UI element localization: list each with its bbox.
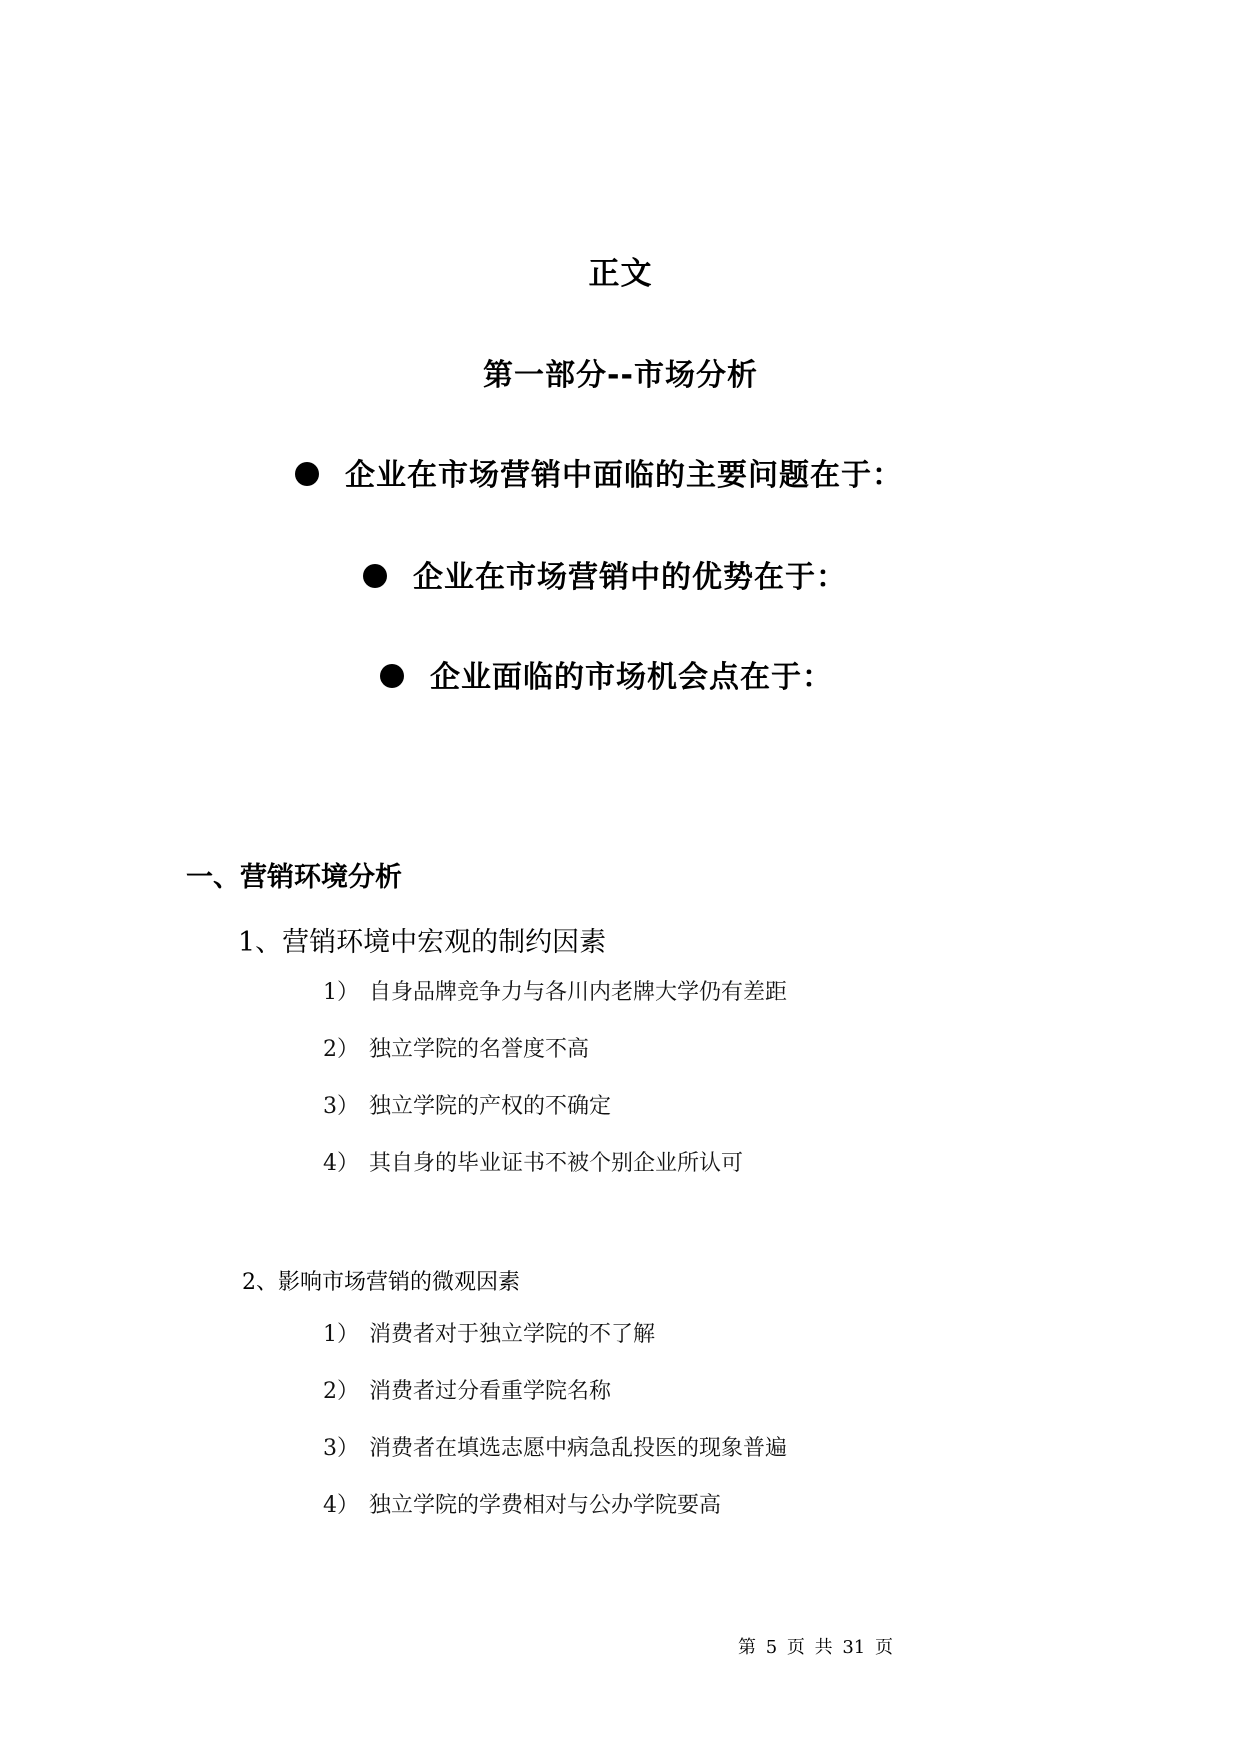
item-text: 消费者在填选志愿中病急乱投医的现象普遍 xyxy=(369,1436,788,1461)
bullet-line-opportunities xyxy=(380,652,833,696)
list-item xyxy=(323,1317,655,1348)
item-number: 4） xyxy=(323,1493,359,1518)
page-title: 正文 xyxy=(588,256,653,292)
item-number: 3） xyxy=(323,1094,359,1119)
bullet-dot-icon xyxy=(363,564,387,588)
bullet-line-problems xyxy=(295,450,903,494)
item-number: 2） xyxy=(323,1037,359,1062)
bullet-line-advantages xyxy=(363,552,847,596)
list-item xyxy=(323,1374,611,1405)
item-text: 独立学院的学费相对与公办学院要高 xyxy=(369,1493,722,1518)
item-number: 1） xyxy=(323,980,359,1005)
bullet-text: 企业在市场营销中的优势在于： xyxy=(413,560,847,595)
list-item xyxy=(323,1089,611,1120)
page-footer: 第 5 页 共 31 页 xyxy=(738,1637,893,1658)
list-item xyxy=(323,1431,787,1462)
item-number: 1） xyxy=(323,1322,359,1347)
subsection-heading-micro: 2、影响市场营销的微观因素 xyxy=(242,1270,520,1295)
item-text: 独立学院的产权的不确定 xyxy=(369,1094,612,1119)
section-heading: 一、营销环境分析 xyxy=(186,862,402,893)
bullet-text: 企业面临的市场机会点在于： xyxy=(430,660,833,695)
list-item xyxy=(323,1146,743,1177)
item-number: 2） xyxy=(323,1379,359,1404)
bullet-dot-icon xyxy=(295,462,319,486)
item-text: 自身品牌竞争力与各川内老牌大学仍有差距 xyxy=(369,980,788,1005)
item-number: 4） xyxy=(323,1151,359,1176)
list-item xyxy=(323,1032,589,1063)
item-text: 消费者对于独立学院的不了解 xyxy=(369,1322,656,1347)
bullet-dot-icon xyxy=(380,664,404,688)
item-text: 消费者过分看重学院名称 xyxy=(369,1379,612,1404)
bullet-text: 企业在市场营销中面临的主要问题在于： xyxy=(345,458,903,493)
list-item xyxy=(323,1488,721,1519)
item-text: 其自身的毕业证书不被个别企业所认可 xyxy=(369,1151,744,1176)
list-item xyxy=(323,975,787,1006)
item-text: 独立学院的名誉度不高 xyxy=(369,1037,590,1062)
part-title: 第一部分--市场分析 xyxy=(483,358,758,393)
subsection-heading-macro: 1、营销环境中宏观的制约因素 xyxy=(238,927,607,958)
item-number: 3） xyxy=(323,1436,359,1461)
